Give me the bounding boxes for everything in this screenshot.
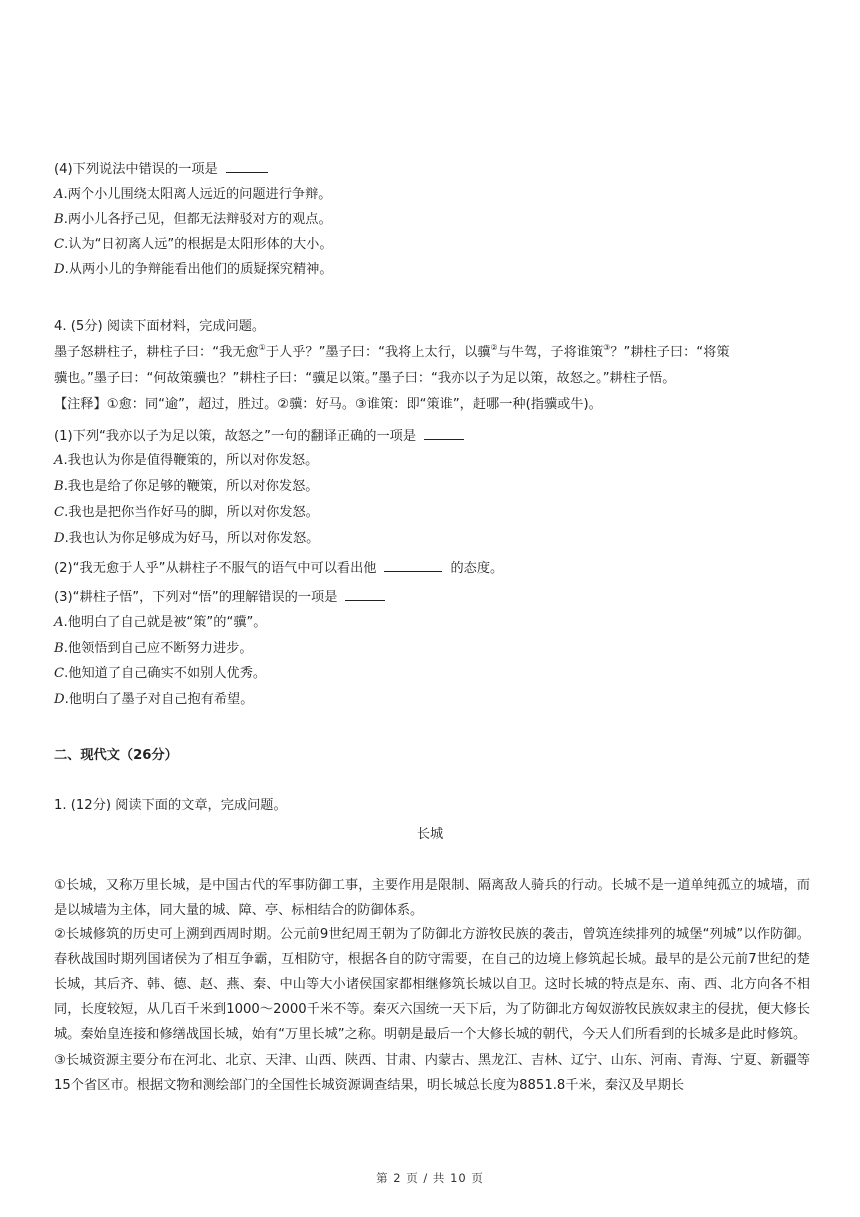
option-a: A.他明白了自己就是被“策”的“骥”。 [54, 615, 267, 630]
passage-line: 骥也。”墨子曰：“何故策骥也？”耕柱子曰：“骥足以策。”墨子曰：“我亦以子为足以策，故怒之。”耕柱子悟。 [54, 371, 676, 386]
question-stem: (3)“耕柱子悟”，下列对“悟”的理解错误的一项是 [54, 588, 385, 607]
question-stem: (2)“我无愈于人乎”从耕柱子不服气的语气中可以看出他 的态度。 [54, 561, 504, 576]
option-d: D.我也认为你足够成为好马，所以对你发怒。 [54, 531, 320, 546]
article-paragraph-1: ①长城，又称万里长城，是中国古代的军事防御工事，主要作用是限制、隔离敌人骑兵的行动。长城不是一道单纯孤立的城墙，而是以城墙为主体，同大量的城、障、亭、标相结合的防御体系。 [54, 878, 810, 918]
option-c: C.他知道了自己确实不如别人优秀。 [54, 666, 267, 681]
option-b: B.我也是给了你足够的鞭策，所以对你发怒。 [54, 479, 319, 494]
question-header: 4. (5分) 阅读下面材料，完成问题。 [54, 319, 266, 334]
answer-blank[interactable] [226, 160, 268, 173]
passage-line: 墨子怒耕柱子，耕柱子曰：“我无愈①于人乎？”墨子曰：“我将上太行，以骥②与牛驾，子将谁策③？”耕柱子曰：“将策 [54, 343, 730, 360]
option-b: B.两小儿各抒己见，但都无法辩驳对方的观点。 [54, 212, 332, 227]
question-header: 1. (12分) 阅读下面的文章，完成问题。 [54, 798, 287, 813]
question-stem: (1)下列“我亦以子为足以策，故怒之”一句的翻译正确的一项是 [54, 427, 464, 446]
page-footer: 第 2 页 / 共 10 页 [376, 1171, 484, 1185]
option-d: D.他明白了墨子对自己抱有希望。 [54, 692, 254, 707]
article-title: 长城 [416, 827, 444, 842]
option-a: A.两个小儿围绕太阳离人远近的问题进行争辩。 [54, 187, 332, 202]
option-a: A.我也认为你是值得鞭策的，所以对你发怒。 [54, 453, 319, 468]
note: 【注释】①愈：同“逾”，超过，胜过。②骥：好马。③谁策：即“策谁”，赶哪一种(指骥或牛)。 [54, 397, 602, 412]
article-paragraph-3: ③长城资源主要分布在河北、北京、天津、山西、陕西、甘肃、内蒙古、黑龙江、吉林、辽宁、山东、河南、青海、宁夏、新疆等15个省区市。根据文物和测绘部门的全国性长城资源调查结果，明长城总长度为8851.8千米，秦汉及早期长 [54, 1053, 810, 1093]
question-stem: (4)下列说法中错误的一项是 [54, 160, 268, 179]
section-heading: 二、现代文（26分） [54, 748, 178, 763]
option-b: B.他领悟到自己应不断努力进步。 [54, 641, 253, 656]
answer-blank[interactable] [345, 588, 385, 601]
option-c: C.我也是把你当作好马的脚，所以对你发怒。 [54, 505, 319, 520]
option-c: C.认为“日初离人远”的根据是太阳形体的大小。 [54, 237, 333, 252]
option-d: D.从两小儿的争辩能看出他们的质疑探究精神。 [54, 262, 333, 277]
article-paragraph-2: ②长城修筑的历史可上溯到西周时期。公元前9世纪周王朝为了防御北方游牧民族的袭击，曾筑连续排列的城堡“列城”以作防御。春秋战国时期列国诸侯为了相互争霸，互相防守，根据各自的防守需要，在自己的边境上修筑起长城。最早的是公元前7世纪的楚长城，其后齐、韩、德、赵、燕、秦、中山等大小诸侯国家都相继修筑长城以自卫。这时长城的特点是东、南、西、北方向各不相同，长度较短，从几百千米到1000～2000千米不等。秦灭六国统一天下后，为了防御北方匈奴游牧民族奴隶主的侵扰，便大修长城。秦始皇连接和修缮战国长城，始有“万里长城”之称。明朝是最后一个大修长城的朝代，今天人们所看到的长城多是此时修筑。 [54, 927, 810, 1042]
answer-blank[interactable] [384, 559, 442, 572]
answer-blank[interactable] [424, 427, 464, 440]
